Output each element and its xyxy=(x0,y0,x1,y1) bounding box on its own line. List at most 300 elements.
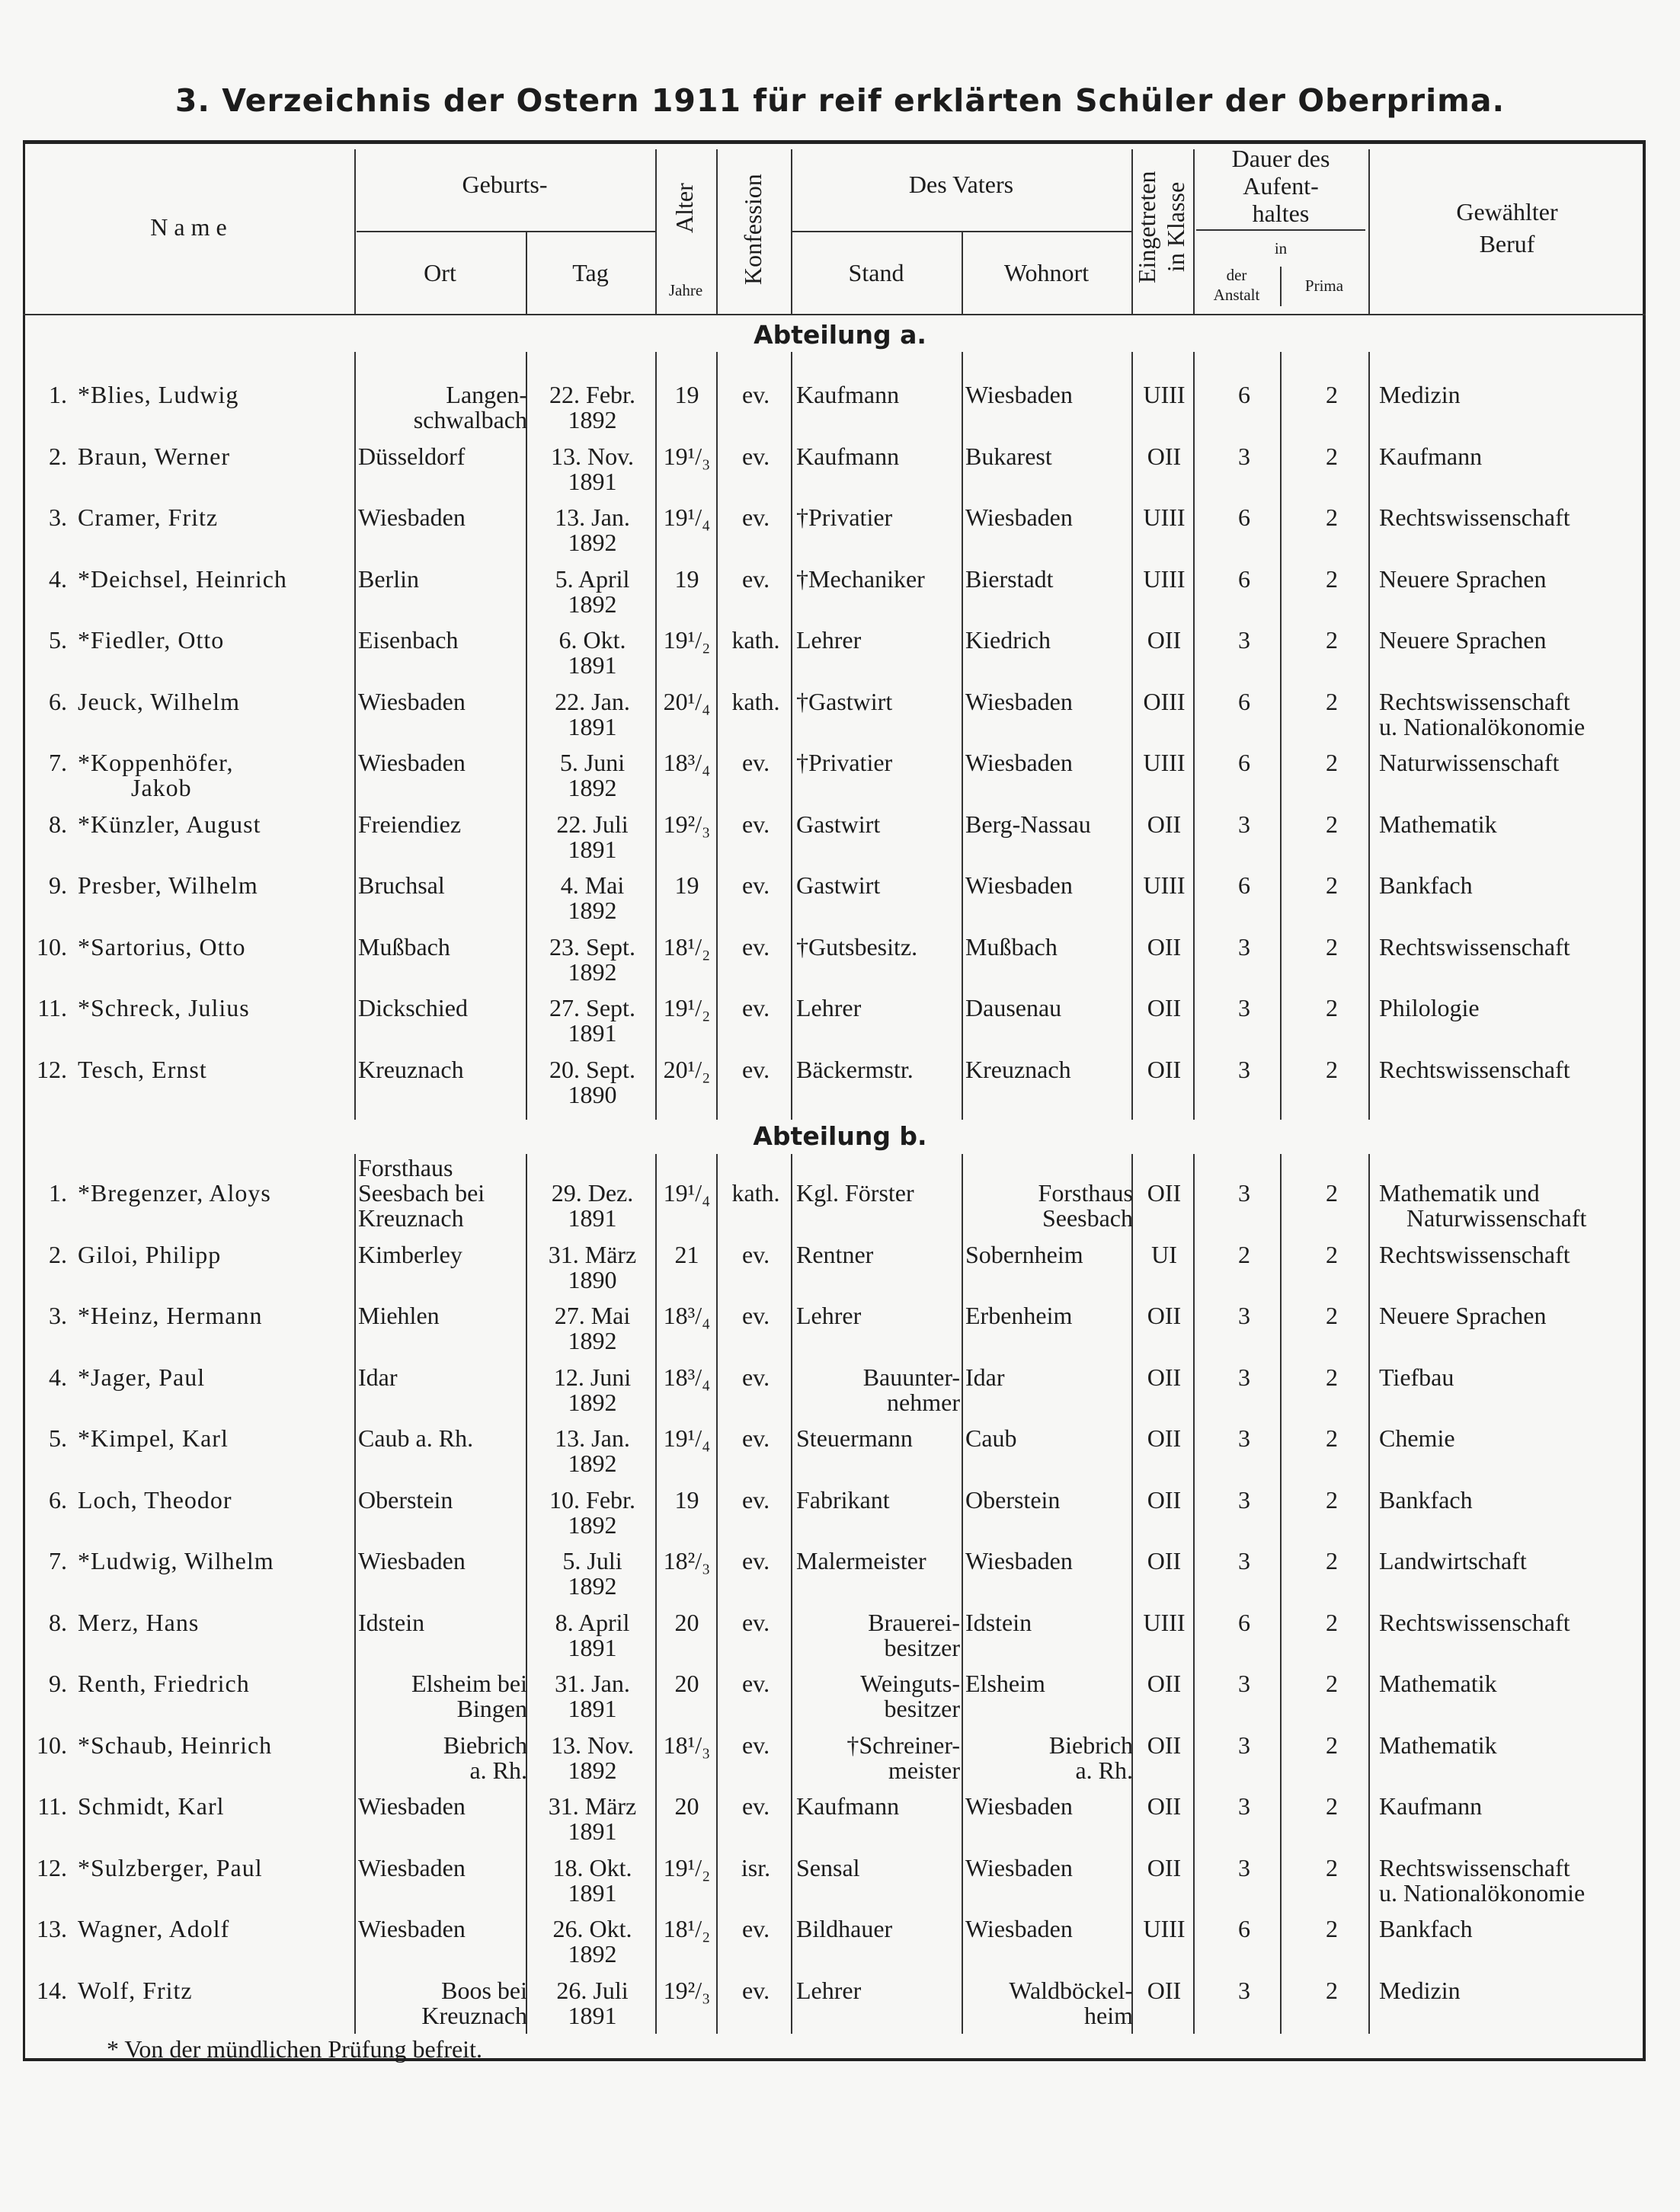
father-residence-line: Caub xyxy=(965,1424,1017,1452)
table-row xyxy=(0,873,1680,932)
entry-class xyxy=(1135,1549,1193,1574)
confession-line: ev. xyxy=(741,1363,770,1391)
years-in-prima-line: 2 xyxy=(1326,626,1338,654)
student-name xyxy=(78,1610,352,1635)
birth-place xyxy=(358,564,527,593)
chosen-profession xyxy=(1379,1610,1644,1635)
father-occupation xyxy=(796,382,960,408)
chosen-profession-line: Tiefbau xyxy=(1379,1363,1454,1391)
confession xyxy=(718,1853,793,1881)
father-occupation-line: Lehrer xyxy=(796,1302,862,1329)
years-in-prima xyxy=(1294,564,1370,593)
row-number-line: 14. xyxy=(37,1976,67,2004)
confession-line: ev. xyxy=(741,810,770,838)
row-number-line: 3. xyxy=(49,1302,67,1329)
table-row xyxy=(0,932,1680,994)
father-residence xyxy=(965,1303,1133,1328)
father-residence-line: Bukarest xyxy=(965,442,1052,470)
birth-place xyxy=(358,382,527,433)
entry-class-line: UIII xyxy=(1143,503,1186,531)
father-occupation-line: Fabrikant xyxy=(796,1485,890,1514)
father-residence-line: Wiesbaden xyxy=(965,1792,1073,1820)
birth-place-line: Eisenbach xyxy=(358,626,459,654)
father-occupation-line: Bauunter- xyxy=(862,1363,960,1391)
birth-date-line: 31. März xyxy=(548,1792,637,1820)
father-occupation-line: †Mechaniker xyxy=(796,564,925,593)
years-at-school-line: 3 xyxy=(1238,626,1250,654)
confession xyxy=(718,444,793,469)
row-number-line: 12. xyxy=(37,1055,67,1083)
birth-place-line: Wiesbaden xyxy=(358,1915,466,1942)
age xyxy=(658,1610,715,1635)
confession xyxy=(718,505,793,530)
years-at-school-line: 6 xyxy=(1238,503,1250,531)
chosen-profession-line: Kaufmann xyxy=(1379,442,1483,470)
entry-class xyxy=(1135,1426,1193,1451)
age-line: 19¹/₄ xyxy=(663,1424,711,1452)
chosen-profession-line: Chemie xyxy=(1379,1424,1455,1452)
years-at-school xyxy=(1198,689,1290,714)
chosen-profession-line: Naturwissenschaft xyxy=(1406,1204,1587,1232)
row-number-line: 4. xyxy=(49,1363,67,1391)
father-residence-line: Kiedrich xyxy=(965,626,1051,654)
chosen-profession-line: Bankfach xyxy=(1379,871,1473,899)
birth-date-line: 13. Jan. xyxy=(555,1424,630,1452)
birth-date-line: 23. Sept. xyxy=(549,932,635,961)
father-occupation xyxy=(796,873,960,898)
age-line: 19 xyxy=(674,871,699,899)
header-des-vaters: Des Vaters xyxy=(908,171,1014,198)
birth-date xyxy=(530,1549,655,1599)
birth-date xyxy=(530,1794,655,1844)
years-in-prima xyxy=(1294,873,1370,898)
confession xyxy=(718,564,793,593)
student-name-line: *Jager, Paul xyxy=(78,1363,206,1391)
father-residence xyxy=(965,1733,1133,1783)
father-residence xyxy=(965,1426,1133,1451)
chosen-profession-line: u. Nationalökonomie xyxy=(1379,712,1586,740)
table-row xyxy=(0,689,1680,749)
father-occupation-line: †Gutsbesitz. xyxy=(796,932,918,961)
header-ort: Ort xyxy=(424,259,456,286)
entry-class xyxy=(1135,1365,1193,1390)
years-at-school xyxy=(1198,505,1290,530)
footnote: * Von der mündlichen Prüfung befreit. xyxy=(107,2035,482,2063)
entry-class-line: OII xyxy=(1147,1853,1182,1881)
years-at-school xyxy=(1198,873,1290,898)
confession xyxy=(718,382,793,408)
father-occupation-line: Kaufmann xyxy=(796,442,900,470)
chosen-profession xyxy=(1379,1549,1644,1574)
confession-line: ev. xyxy=(741,1670,770,1697)
entry-class xyxy=(1135,564,1193,593)
years-in-prima xyxy=(1294,1853,1370,1881)
birth-date-line: 1890 xyxy=(568,1080,617,1108)
father-residence xyxy=(965,564,1133,593)
father-occupation xyxy=(796,1485,960,1514)
father-residence xyxy=(965,1610,1133,1635)
birth-date-line: 5. Juni xyxy=(559,749,626,776)
father-occupation xyxy=(796,996,960,1021)
row-number xyxy=(23,996,67,1021)
entry-class xyxy=(1135,996,1193,1021)
birth-place-line: Mußbach xyxy=(358,932,450,961)
age-line: 20¹/₄ xyxy=(663,687,711,715)
chosen-profession xyxy=(1379,873,1644,898)
father-occupation xyxy=(796,932,960,961)
birth-date xyxy=(530,1853,655,1907)
father-residence xyxy=(965,1181,1133,1231)
age-line: 19¹/₂ xyxy=(663,1853,711,1881)
father-residence xyxy=(965,996,1133,1021)
father-residence xyxy=(965,1916,1133,1942)
confession xyxy=(718,1057,793,1082)
birth-date-line: 1891 xyxy=(568,467,617,495)
years-in-prima-line: 2 xyxy=(1326,1670,1338,1697)
confession-line: ev. xyxy=(741,1547,770,1574)
row-number xyxy=(23,1057,67,1082)
chosen-profession-line: Neuere Sprachen xyxy=(1379,1302,1547,1329)
chosen-profession xyxy=(1379,1853,1644,1907)
birth-date-line: 1892 xyxy=(568,1327,617,1354)
birth-place xyxy=(358,1610,527,1635)
father-occupation xyxy=(796,1303,960,1328)
birth-date-line: 13. Jan. xyxy=(555,503,630,531)
father-residence xyxy=(965,628,1133,653)
years-at-school xyxy=(1198,1794,1290,1819)
confession xyxy=(718,689,793,714)
age-line: 21 xyxy=(674,1240,699,1268)
header-tag: Tag xyxy=(572,259,609,286)
row-number xyxy=(23,1610,67,1635)
row-number-line: 5. xyxy=(49,1424,67,1452)
birth-date-line: 26. Juli xyxy=(556,1976,629,2004)
row-number-line: 5. xyxy=(49,626,67,654)
father-residence xyxy=(965,750,1133,775)
row-number xyxy=(23,812,67,837)
confession-line: ev. xyxy=(741,442,770,470)
table-row xyxy=(0,1610,1680,1670)
entry-class xyxy=(1135,1610,1193,1635)
father-residence-line: a. Rh. xyxy=(1075,1756,1133,1784)
age-line: 19¹/₂ xyxy=(663,994,711,1021)
chosen-profession xyxy=(1379,1365,1644,1390)
father-residence-line: Mußbach xyxy=(965,932,1058,961)
header-eingetreten: Eingetreten xyxy=(1133,171,1160,283)
years-at-school xyxy=(1198,1978,1290,2003)
chosen-profession-line: Bankfach xyxy=(1379,1485,1473,1514)
chosen-profession xyxy=(1379,1733,1644,1758)
birth-place xyxy=(358,1485,527,1514)
father-occupation xyxy=(796,1242,960,1267)
years-in-prima-line: 2 xyxy=(1326,749,1338,776)
entry-class-line: OII xyxy=(1147,1424,1182,1452)
entry-class xyxy=(1135,1794,1193,1819)
birth-place-line: Kreuznach xyxy=(358,1055,464,1083)
age-line: 19 xyxy=(674,564,699,593)
birth-place-line: Langen- xyxy=(446,381,527,408)
student-name-line: Jeuck, Wilhelm xyxy=(78,687,240,715)
confession xyxy=(718,1794,793,1819)
years-in-prima-line: 2 xyxy=(1326,503,1338,531)
birth-date-line: 1892 xyxy=(568,774,617,801)
years-at-school xyxy=(1198,1242,1290,1267)
father-occupation xyxy=(796,689,960,714)
chosen-profession xyxy=(1379,382,1644,408)
birth-place-line: schwalbach xyxy=(413,406,527,433)
chosen-profession-line: Rechtswissenschaft xyxy=(1379,503,1570,531)
age xyxy=(658,1916,715,1942)
father-residence-line: Seesbach xyxy=(1042,1204,1133,1232)
entry-class xyxy=(1135,1181,1193,1206)
table-row xyxy=(0,1549,1680,1608)
birth-place xyxy=(358,1916,527,1942)
row-number-line: 1. xyxy=(49,1179,67,1207)
years-at-school xyxy=(1198,1181,1290,1206)
birth-date-line: 27. Mai xyxy=(554,1302,631,1329)
birth-date-line: 1892 xyxy=(568,1940,617,1967)
birth-place xyxy=(358,1057,527,1082)
confession-line: isr. xyxy=(741,1853,771,1881)
birth-date-line: 1892 xyxy=(568,1756,617,1784)
birth-date-line: 10. Febr. xyxy=(549,1485,635,1514)
student-name xyxy=(78,1671,352,1696)
father-occupation-line: Rentner xyxy=(796,1240,874,1268)
birth-place xyxy=(358,1242,527,1267)
row-number xyxy=(23,1365,67,1390)
birth-date xyxy=(530,1057,655,1108)
birth-date-line: 1891 xyxy=(568,1695,617,1722)
father-occupation-line: Steuermann xyxy=(796,1424,913,1452)
birth-place-line: Boos bei xyxy=(441,1976,527,2004)
father-residence-line: Oberstein xyxy=(965,1485,1061,1514)
years-in-prima xyxy=(1294,812,1370,837)
entry-class-line: OII xyxy=(1147,1302,1182,1329)
birth-date-line: 13. Nov. xyxy=(550,442,635,470)
birth-date xyxy=(530,1303,655,1354)
birth-date xyxy=(530,1671,655,1721)
father-occupation xyxy=(796,1853,960,1881)
years-in-prima xyxy=(1294,1242,1370,1267)
confession xyxy=(718,932,793,961)
entry-class xyxy=(1135,1671,1193,1696)
birth-date-line: 1891 xyxy=(568,1019,617,1047)
table-row xyxy=(0,1853,1680,1915)
father-occupation-line: Gastwirt xyxy=(796,871,881,899)
student-name xyxy=(78,750,352,801)
age xyxy=(658,1181,715,1206)
years-at-school xyxy=(1198,1485,1290,1514)
confession xyxy=(718,1426,793,1451)
age xyxy=(658,932,715,961)
age xyxy=(658,505,715,530)
father-residence-line: Wiesbaden xyxy=(965,1547,1073,1574)
birth-date xyxy=(530,505,655,555)
age xyxy=(658,1242,715,1267)
row-number-line: 11. xyxy=(37,994,67,1021)
student-name xyxy=(78,873,352,898)
birth-date-line: 18. Okt. xyxy=(552,1853,632,1881)
birth-date-line: 1891 xyxy=(568,835,617,863)
years-in-prima-line: 2 xyxy=(1326,1424,1338,1452)
entry-class-line: OII xyxy=(1147,1670,1182,1697)
entry-class-line: OII xyxy=(1147,1055,1182,1083)
row-number-line: 12. xyxy=(37,1853,67,1881)
confession xyxy=(718,1733,793,1758)
years-in-prima xyxy=(1294,1303,1370,1328)
header-dauer: Dauer des xyxy=(1231,145,1330,172)
age-line: 19¹/₄ xyxy=(663,503,711,531)
birth-place xyxy=(358,689,527,714)
years-in-prima-line: 2 xyxy=(1326,442,1338,470)
student-name-line: Cramer, Fritz xyxy=(78,503,219,531)
student-name-line: *Koppenhöfer, xyxy=(78,749,234,776)
birth-date xyxy=(530,996,655,1046)
years-at-school-line: 3 xyxy=(1238,1424,1250,1452)
entry-class-line: OII xyxy=(1147,1179,1182,1207)
years-in-prima-line: 2 xyxy=(1326,1853,1338,1881)
father-residence-line: Idar xyxy=(965,1363,1005,1391)
birth-date xyxy=(530,1242,655,1293)
father-occupation xyxy=(796,1181,960,1206)
row-number-line: 7. xyxy=(49,1547,67,1574)
confession-line: ev. xyxy=(741,503,770,531)
age xyxy=(658,1303,715,1328)
birth-place xyxy=(358,750,527,775)
header-haltes: haltes xyxy=(1252,200,1310,227)
table-row xyxy=(0,1671,1680,1731)
age xyxy=(658,1365,715,1390)
father-occupation xyxy=(796,1733,960,1783)
father-occupation xyxy=(796,750,960,775)
student-name xyxy=(78,932,352,961)
entry-class-line: OII xyxy=(1147,932,1182,961)
header-in: in xyxy=(1274,239,1288,257)
header-in-klasse: in Klasse xyxy=(1162,181,1189,273)
birth-date-line: 22. Juli xyxy=(556,810,629,838)
years-at-school-line: 3 xyxy=(1238,1055,1250,1083)
birth-date-line: 1891 xyxy=(568,1204,617,1232)
years-at-school-line: 3 xyxy=(1238,1302,1250,1329)
years-in-prima-line: 2 xyxy=(1326,1547,1338,1574)
student-name xyxy=(78,1978,352,2003)
chosen-profession xyxy=(1379,1057,1644,1082)
table-row xyxy=(0,382,1680,442)
father-residence-line: Biebrich xyxy=(1048,1731,1133,1759)
birth-date xyxy=(530,1978,655,2028)
birth-date xyxy=(530,444,655,494)
years-at-school-line: 3 xyxy=(1238,1731,1250,1759)
row-number-line: 11. xyxy=(37,1792,67,1820)
row-number xyxy=(23,1426,67,1451)
age-line: 18³/₄ xyxy=(663,749,711,776)
row-number-line: 8. xyxy=(49,810,67,838)
entry-class xyxy=(1135,1853,1193,1881)
row-number-line: 6. xyxy=(49,1485,67,1514)
header-stand: Stand xyxy=(848,259,904,286)
table-row xyxy=(0,1303,1680,1363)
age xyxy=(658,1549,715,1574)
row-number xyxy=(23,1549,67,1574)
years-at-school xyxy=(1198,1303,1290,1328)
age xyxy=(658,873,715,898)
table-row xyxy=(0,505,1680,564)
years-at-school xyxy=(1198,1733,1290,1758)
student-name xyxy=(78,564,352,593)
row-number xyxy=(23,750,67,775)
father-occupation-line: Gastwirt xyxy=(796,810,881,838)
years-at-school xyxy=(1198,628,1290,653)
birth-place-line: Wiesbaden xyxy=(358,1792,466,1820)
birth-place xyxy=(358,444,527,469)
row-number-line: 9. xyxy=(49,871,67,899)
chosen-profession-line: Philologie xyxy=(1379,994,1480,1021)
table-row xyxy=(0,1057,1680,1117)
age-line: 20 xyxy=(674,1792,699,1820)
father-residence-line: Wiesbaden xyxy=(965,749,1073,776)
age-line: 19²/₃ xyxy=(663,810,711,838)
chosen-profession-line: Rechtswissenschaft xyxy=(1379,1240,1570,1268)
years-at-school xyxy=(1198,1916,1290,1942)
years-in-prima-line: 2 xyxy=(1326,1608,1338,1636)
father-residence-line: Elsheim xyxy=(965,1670,1045,1697)
birth-date xyxy=(530,1485,655,1539)
birth-place-line: Miehlen xyxy=(358,1302,440,1329)
age xyxy=(658,382,715,408)
entry-class-line: UIII xyxy=(1143,564,1186,593)
birth-date xyxy=(530,564,655,618)
header-der: der xyxy=(1226,266,1247,284)
confession-line: ev. xyxy=(741,994,770,1021)
birth-place xyxy=(358,873,527,898)
age-line: 18¹/₂ xyxy=(663,932,711,961)
years-in-prima-line: 2 xyxy=(1326,381,1338,408)
row-number xyxy=(23,444,67,469)
birth-date-line: 1892 xyxy=(568,529,617,556)
birth-date-line: 1892 xyxy=(568,590,617,618)
birth-place xyxy=(358,812,527,837)
years-at-school-line: 6 xyxy=(1238,749,1250,776)
years-in-prima xyxy=(1294,1610,1370,1635)
chosen-profession-line: Landwirtschaft xyxy=(1379,1547,1527,1574)
birth-date-line: 22. Febr. xyxy=(549,381,635,408)
age-line: 19¹/₂ xyxy=(663,626,711,654)
years-at-school xyxy=(1198,932,1290,961)
years-in-prima xyxy=(1294,1794,1370,1819)
years-at-school xyxy=(1198,1426,1290,1451)
row-number xyxy=(23,1671,67,1696)
birth-place-line: Wiesbaden xyxy=(358,749,466,776)
chosen-profession-line: Mathematik xyxy=(1379,1731,1497,1759)
chosen-profession xyxy=(1379,628,1644,653)
age-line: 18¹/₃ xyxy=(663,1731,711,1759)
birth-date-line: 5. Juli xyxy=(562,1547,622,1574)
table-row xyxy=(0,750,1680,810)
birth-date-line: 13. Nov. xyxy=(550,1731,635,1759)
years-at-school xyxy=(1198,564,1290,593)
confession xyxy=(718,1916,793,1942)
father-residence-line: Kreuznach xyxy=(965,1055,1071,1083)
header-name: N a m e xyxy=(150,213,227,241)
birth-date-line: 1892 xyxy=(568,1388,617,1416)
father-residence-line: Wiesbaden xyxy=(965,1915,1073,1942)
father-residence-line: Bierstadt xyxy=(965,564,1054,593)
father-occupation xyxy=(796,628,960,653)
birth-date xyxy=(530,1916,655,1967)
student-name-line: *Deichsel, Heinrich xyxy=(78,564,287,593)
entry-class xyxy=(1135,1916,1193,1942)
age-line: 20 xyxy=(674,1670,699,1697)
